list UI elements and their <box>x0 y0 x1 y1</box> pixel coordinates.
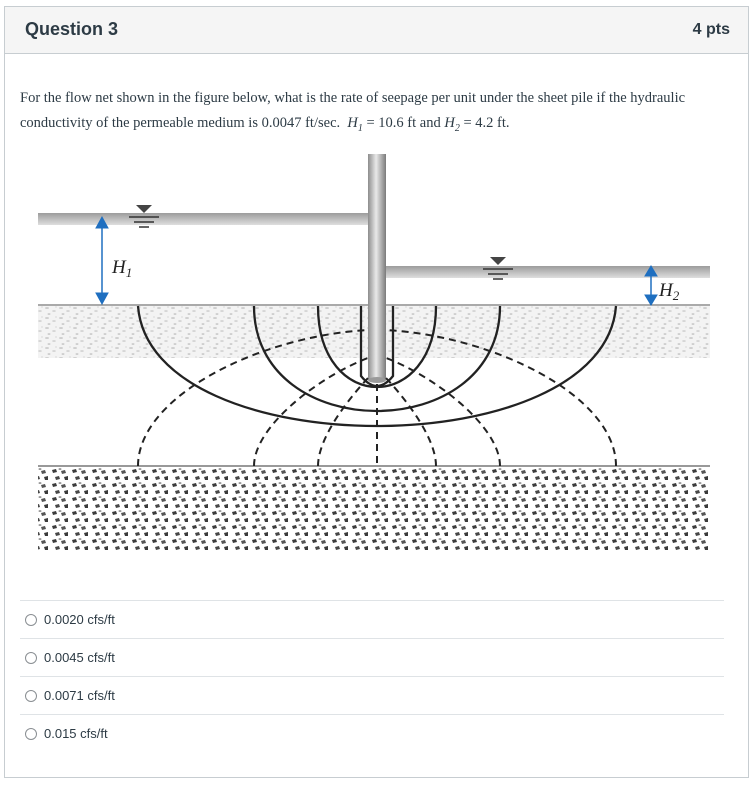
flow-net-figure <box>30 146 720 556</box>
equipotential-line-3 <box>318 378 368 466</box>
answer-label-4: 0.015 cfs/ft <box>44 726 108 741</box>
answer-option-1[interactable] <box>20 600 724 638</box>
answer-radio-2[interactable] <box>25 652 37 664</box>
answer-radio-1[interactable] <box>25 614 37 626</box>
question-header <box>5 7 748 54</box>
answer-radio-4[interactable] <box>25 728 37 740</box>
upstream-water-surface <box>38 213 370 225</box>
h1-symbol: H <box>347 115 358 131</box>
answer-option-3[interactable] <box>20 676 724 714</box>
equipotential-line-6 <box>386 358 500 466</box>
svg-text:H1 <box>111 257 132 280</box>
question-intro: For the flow net shown in the figure below, what is the rate of seepage per unit under the sheet pile if the hydraulic conductivity of the permeable medium is 0.0047 ft/sec. <box>20 90 686 131</box>
h1-value: = 10.6 ft and <box>366 115 441 131</box>
h2-figure-label: H <box>659 280 673 301</box>
h2-symbol: H <box>444 115 455 131</box>
answer-radio-3[interactable] <box>25 690 37 702</box>
sheet-pile-tip <box>368 377 386 383</box>
question-points: 4 pts <box>692 21 730 38</box>
h2-value: = 4.2 ft. <box>463 115 510 131</box>
h2-subscript: 2 <box>454 122 460 134</box>
downstream-water-surface <box>386 266 710 278</box>
answer-label-1: 0.0020 cfs/ft <box>44 612 115 627</box>
impermeable-layer <box>38 466 710 550</box>
answer-label-2: 0.0045 cfs/ft <box>44 650 115 665</box>
h1-figure-subscript: 1 <box>125 265 133 280</box>
equipotential-line-5 <box>386 378 436 466</box>
h1-subscript: 1 <box>357 122 363 134</box>
equipotential-line-2 <box>254 358 368 466</box>
question-title: Question 3 <box>25 19 119 39</box>
question-text <box>20 86 720 141</box>
answer-label-3: 0.0071 cfs/ft <box>44 688 115 703</box>
svg-text:H2 <box>658 280 680 303</box>
answer-option-4[interactable] <box>20 714 724 752</box>
h1-figure-label: H <box>112 257 126 278</box>
h1-dimension-arrow <box>96 217 108 304</box>
h2-figure-subscript: 2 <box>672 288 680 303</box>
sheet-pile <box>368 154 386 380</box>
answer-list <box>20 600 724 752</box>
answer-option-2[interactable] <box>20 638 724 676</box>
